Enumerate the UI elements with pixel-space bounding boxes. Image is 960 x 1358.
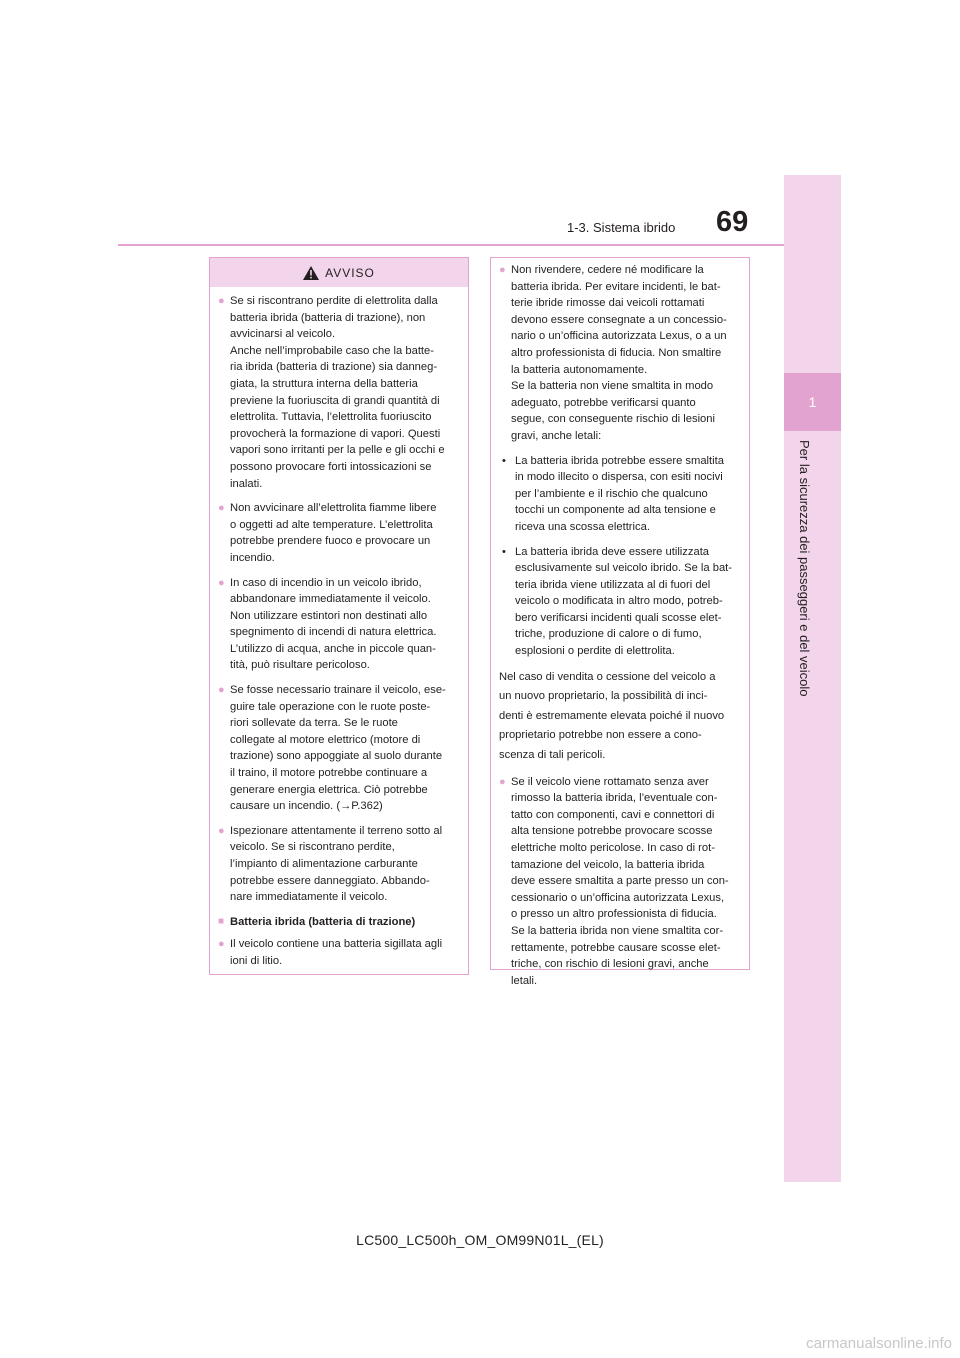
- sub-list-item: [499, 453, 741, 536]
- warning-content-left: [210, 287, 468, 970]
- sub-list-item-text: La batteria ibrida deve essere utilizzata esclusivamente sul veicolo ibrido. Se la bat- teria ibrida viene utilizzata al di fuori del veicolo o modificata in altro modo, potreb- bero verificarsi incidenti quali scosse elet- triche, produzione di calore o di fumo, esplosioni o perdite di elettrolita.: [515, 545, 733, 658]
- warning-box-right: [490, 257, 750, 987]
- square-icon: ■: [218, 915, 225, 927]
- chapter-number: 1: [808, 394, 817, 410]
- list-item: [218, 823, 460, 906]
- sub-list-item-text: La batteria ibrida potrebbe essere smaltita in modo illecito o dispersa, con esiti nocivi per l’ambiente e il rischio che qualcuno tocchi un componente ad alta tensione e riceva una scossa elettrica.: [515, 454, 724, 533]
- warning-box-left: [209, 257, 469, 975]
- list-item: [218, 936, 460, 969]
- sub-bullet-icon: •: [502, 454, 506, 467]
- sub-list-item: [499, 544, 741, 660]
- bullet-icon: ●: [218, 502, 225, 515]
- bullet-icon: ●: [218, 824, 225, 837]
- list-item: [499, 262, 741, 445]
- bullet-icon: ●: [218, 684, 225, 697]
- list-item: [218, 682, 460, 815]
- warning-triangle-icon: [303, 266, 319, 280]
- list-item-text: Se il veicolo viene rottamato senza aver rimosso la batteria ibrida, l’eventuale con- tatto con componenti, cavi e connettori di alta tensione potrebbe provocare scosse elettriche molto pericolose. In caso di rot- tamazione del veicolo, la batteria ibrida deve essere smaltita a parte presso un con- cessionario o un’officina autorizzata Lexus, o presso un altro professionista di fiducia. Se la batteria ibrida non viene smaltita cor- rettamente, potrebbe causare scosse elet- triche, con rischio di lesioni gravi, anche letali.: [511, 775, 729, 987]
- warning-header: [210, 258, 468, 287]
- header-rule: [118, 244, 784, 246]
- warning-title: AVVISO: [325, 265, 375, 280]
- list-item: [218, 500, 460, 566]
- chapter-title: Per la sicurezza dei passeggeri e del veicolo: [797, 440, 812, 697]
- paragraph: Nel caso di vendita o cessione del veicolo a un nuovo proprietario, la possibilità di inci- denti è estremamente elevata poiché il nuovo proprietario potrebbe non essere a cono- scenza di tali pericoli.: [499, 670, 725, 762]
- list-item: [499, 774, 741, 990]
- list-item-text: Non rivendere, cedere né modificare la batteria ibrida. Per evitare incidenti, le bat- terie ibride rimosse dai veicoli rottamati devono essere consegnate a un concessio- nario o un’officina autorizzata Lexus, o a un altro professionista di fiducia. Non smaltire la batteria autonomamente. Se la batteria non viene smaltita in modo adeguato, potrebbe verificarsi quanto segue, con conseguente rischio di lesioni gravi, anche letali:: [511, 264, 727, 442]
- footer-code: LC500_LC500h_OM_OM99N01L_(EL): [356, 1232, 604, 1248]
- subheading: [218, 914, 460, 931]
- warning-content-right: [491, 258, 749, 989]
- list-item-text: Se si riscontrano perdite di elettrolita dalla batteria ibrida (batteria di trazione), non avvicinarsi al veicolo. Anche nell’improbabile caso che la batte- ria ibrida (batteria di trazione) sia danneg- giata, la struttura interna della batteria previene la fuoriuscita di grandi quantità di elettrolita. Tuttavia, l’elettrolita fuoriuscito provocherà la formazione di vapori. Questi vapori sono irritanti per la pelle e gli occhi e possono provocare forti intossicazioni se inalati.: [230, 295, 445, 490]
- bullet-icon: ●: [218, 295, 225, 307]
- list-item-text: Il veicolo contiene una batteria sigillata agli ioni di litio.: [230, 938, 443, 967]
- bullet-icon: ●: [499, 264, 506, 276]
- list-item: [218, 575, 460, 675]
- subheading-text: Batteria ibrida (batteria di trazione): [230, 915, 416, 928]
- bullet-icon: ●: [218, 576, 225, 589]
- watermark: carmanualsonline.info: [806, 1335, 952, 1352]
- section-title: 1-3. Sistema ibrido: [567, 220, 676, 235]
- bullet-icon: ●: [499, 775, 506, 788]
- bullet-icon: ●: [218, 938, 225, 951]
- list-item-text: Non avvicinare all’elettrolita fiamme libere o oggetti ad alte temperature. L’elettrolita potrebbe prendere fuoco e provocare un incendio.: [230, 502, 437, 564]
- list-item-text: Se fosse necessario trainare il veicolo, ese- guire tale operazione con le ruote poste- riori sollevate da terra. Se le ruote collegate al motore elettrico (motore di trazione) sono appoggiate al suolo durante il traino, il motore potrebbe continuare a generare energia elettrica. Ciò potrebbe causare un incendio. (→P.362): [230, 684, 446, 813]
- sub-bullet-icon: •: [502, 545, 506, 558]
- chapter-tab: [784, 373, 841, 431]
- list-item-text: In caso di incendio in un veicolo ibrido, abbandonare immediatamente il veicolo. Non utilizzare estintori non destinati allo spegnimento di incendi di natura elettrica. L’utilizzo di acqua, anche in piccole quan- tità, può risultare pericoloso.: [230, 576, 437, 672]
- page-number: 69: [716, 206, 749, 238]
- list-item: [218, 293, 460, 492]
- list-item-text: Ispezionare attentamente il terreno sotto al veicolo. Se si riscontrano perdite, l’impianto di alimentazione carburante potrebbe essere danneggiato. Abbando- nare immediatamente il veicolo.: [230, 824, 443, 904]
- side-band: [784, 175, 841, 1182]
